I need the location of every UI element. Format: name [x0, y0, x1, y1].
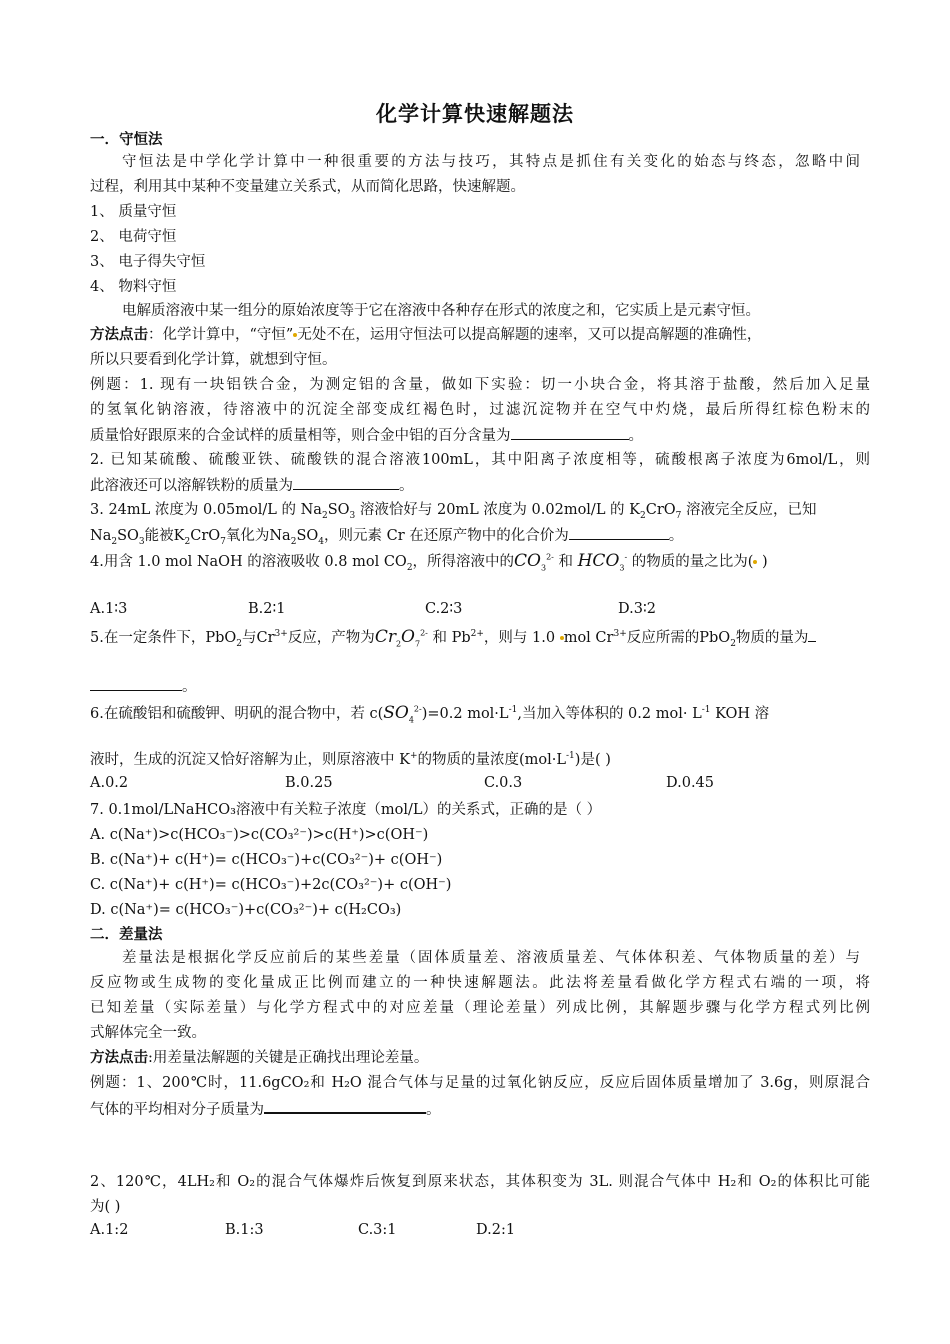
section-heading-difference: 二．差量法	[90, 927, 163, 943]
method-tip-1: 方法点击：化学计算中，“守恒” 无处不在，运用守恒法可以提高解题的速率，又可以提高解题的准确性，	[90, 327, 762, 343]
example-2-line-2: 此溶液还可以溶解铁粉的质量为 。	[90, 475, 870, 496]
answer-blank	[90, 676, 182, 691]
example-3-line-1: 3. 24mL 浓度为 0.05mol/L 的 $Na_2SO_3$ 溶液恰好与 20mL 浓度为 0.02mol/L 的 $K_2CrO_7$ 溶液完全反应，已知	[90, 502, 817, 521]
option-b: B.1:3	[225, 1222, 264, 1238]
bicarbonate-formula: $HCO_3^-$	[577, 551, 628, 573]
difference-example-2-line-2: 为( )	[90, 1199, 121, 1215]
example-5-blank: 。	[90, 676, 870, 697]
difference-example-1-line-1: 例题：1、200℃时，11.6gCO₂和 H₂O 混合气体与足量的过氧化钠反应，反应后固体质量增加了 3.6g，则原混合	[90, 1075, 870, 1091]
answer-blank	[511, 425, 629, 440]
option-c: C.0.3	[484, 775, 523, 791]
option-a: A.0.2	[90, 775, 129, 791]
difference-example-2-line-1: 2、120℃，4LH₂和 O₂的混合气体爆炸后恢复到原来状态，其体积变为 3L. 则混合气体中 H₂和 O₂的体积比可能	[90, 1174, 870, 1190]
list-item: 2、 电荷守恒	[90, 229, 177, 245]
option-c: C.2∶3	[425, 601, 463, 617]
answer-blank	[808, 627, 816, 642]
method-tip-2: 方法点击:用差量法解题的关键是正确找出理论差量。	[90, 1050, 429, 1066]
option-d: D.3∶2	[618, 601, 656, 617]
paragraph-difference-4: 式解体完全一致。	[90, 1025, 206, 1041]
option-c: C.3:1	[358, 1222, 397, 1238]
page-title: 化学计算快速解题法	[376, 102, 574, 126]
paragraph-difference-3: 已知差量（实际差量）与化学方程式中的对应差量（理论差量）列成比例，其解题步骤与化学方程式列比例	[90, 1000, 870, 1016]
paragraph-material-conservation: 电解质溶液中某一组分的原始浓度等于它在溶液中各种存在形式的浓度之和，它实质上是元素守恒。	[122, 303, 760, 319]
example-4-question: 4.用含 1.0 mol NaOH 的溶液吸收 0.8 mol $CO_2$，所得溶液中的$CO_3^{2-}$ 和 $HCO_3^-$ 的物质的量之比为( )	[90, 551, 768, 573]
example-5-question: 5.在一定条件下，PbO$_2$与$Cr^{3+}$反应，产物为$Cr_2O_7^{2-}$ 和 $Pb^{2+}$，则与 1.0 mol $Cr^{3+}$反应所需的PbO$_2$物质的量为	[90, 627, 870, 648]
paragraph-conservation-intro-1: 守恒法是中学化学计算中一种很重要的方法与技巧，其特点是抓住有关变化的始态与终态，忽略中间	[122, 154, 860, 170]
example-6-line-2: 液时，生成的沉淀又恰好溶解为止，则原溶液中 K+的物质的量浓度$(mol\cdot L^{-1})$是( )	[90, 751, 611, 768]
example-1-line-1: 例题：1. 现有一块铝铁合金，为测定铝的含量，做如下实验：切一小块合金，将其溶于盐酸，然后加入足量	[90, 377, 870, 393]
sulfate-formula: $SO_4^{2-}$	[383, 703, 422, 725]
example-7-option-d: D. c(Na⁺)= c(HCO₃⁻)+c(CO₃²⁻)+ c(H₂CO₃)	[90, 902, 402, 918]
section-heading-conservation: 一．守恒法	[90, 132, 163, 148]
example-1-line-2: 的氢氧化钠溶液，待溶液中的沉淀全部变成红褐色时，过滤沉淀物并在空气中灼烧，最后所得红棕色粉末的	[90, 402, 870, 418]
example-7-option-b: B. c(Na⁺)+ c(H⁺)= c(HCO₃⁻)+c(CO₃²⁻)+ c(OH⁻)	[90, 852, 443, 868]
list-item: 3、 电子得失守恒	[90, 254, 206, 270]
method-tip-label: 方法点击	[90, 1050, 148, 1066]
example-7-option-a: A. c(Na⁺)>c(HCO₃⁻)>c(CO₃²⁻)>c(H⁺)>c(OH⁻)	[90, 827, 429, 843]
answer-blank	[264, 1098, 426, 1114]
difference-example-1-line-2: 气体的平均相对分子质量为 。	[90, 1098, 870, 1120]
example-6-line-1: 6.在硫酸铝和硫酸钾、明矾的混合物中，若 $c(SO_4^{2-})=0.2$ $mol\cdot L^{-1}$,当加入等体积的 0.2 $mol\cdot L^{-1}$ KOH 溶	[90, 703, 770, 725]
paragraph-conservation-intro-2: 过程，利用其中某种不变量建立关系式，从而简化思路，快速解题。	[90, 179, 525, 195]
answer-blank	[569, 525, 669, 540]
answer-blank	[293, 475, 399, 490]
option-a: A.1∶3	[90, 601, 128, 617]
example-7-option-c: C. c(Na⁺)+ c(H⁺)= c(HCO₃⁻)+2c(CO₃²⁻)+ c(OH⁻)	[90, 877, 452, 893]
list-item: 4、 物料守恒	[90, 279, 177, 295]
example-1-line-3: 质量恰好跟原来的合金试样的质量相等，则合金中铝的百分含量为 。	[90, 425, 870, 446]
example-7-question: 7. 0.1mol/LNaHCO₃溶液中有关粒子浓度（mol/L）的关系式，正确的是（ ）	[90, 802, 602, 818]
method-tip-1-cont: 所以只要看到化学计算，就想到守恒。	[90, 352, 337, 368]
option-a: A.1:2	[90, 1222, 129, 1238]
option-b: B.0.25	[285, 775, 333, 791]
option-d: D.0.45	[666, 775, 715, 791]
method-tip-label: 方法点击	[90, 327, 148, 343]
carbonate-formula: $CO_3^{2-}$	[514, 551, 554, 573]
option-d: D.2:1	[476, 1222, 516, 1238]
dichromate-formula: $Cr_2O_7^{2-}$	[374, 627, 428, 649]
list-item: 1、 质量守恒	[90, 204, 177, 220]
paragraph-difference-2: 反应物或生成物的变化量成正比例而建立的一种快速解题法。此法将差量看做化学方程式右端的一项，将	[90, 975, 870, 991]
paragraph-difference-1: 差量法是根据化学反应前后的某些差量（固体质量差、溶液质量差、气体体积差、气体物质量的差）与	[122, 950, 860, 966]
example-3-line-2: $Na_2SO_3$能被$K_2CrO_7$氧化为$Na_2SO_4$，则元素 Cr 在还原产物中的化合价为 。	[90, 525, 870, 546]
example-2-line-1: 2. 已知某硫酸、硫酸亚铁、硫酸铁的混合溶液100mL，其中阳离子浓度相等，硫酸根离子浓度为6mol/L，则	[90, 452, 870, 468]
option-b: B.2∶1	[248, 601, 286, 617]
